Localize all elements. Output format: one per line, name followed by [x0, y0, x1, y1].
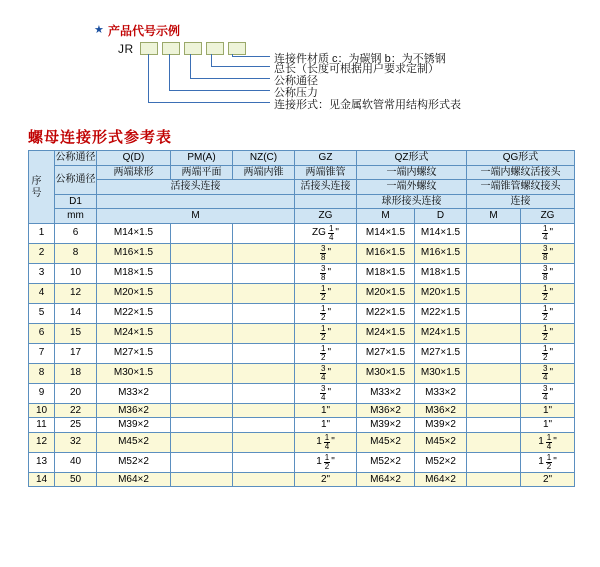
cell-qz-m: M16×1.5: [357, 243, 415, 263]
cell-qg-m: [467, 283, 521, 303]
cell-seq: 3: [29, 263, 55, 283]
cell-qz-m: M18×1.5: [357, 263, 415, 283]
cell-seq: 8: [29, 363, 55, 383]
header-row-d1: [29, 194, 575, 209]
legend-label-connection: 连接形式：见金属软管常用结构形式表: [274, 99, 461, 111]
cell-qg-zg: $\frac{1}{2}$ ": [521, 343, 575, 363]
cell-nz: [233, 303, 295, 323]
cell-seq: 13: [29, 452, 55, 472]
cell-pm: [171, 223, 233, 243]
star-icon: ★: [94, 24, 104, 36]
cell-seq: 10: [29, 403, 55, 418]
leader-v-2: [169, 54, 170, 90]
header-merge-1: 活接头连接: [97, 180, 295, 195]
header-qz-thread-m: M: [357, 209, 415, 224]
cell-qg-m: [467, 403, 521, 418]
table-row: [29, 472, 575, 487]
code-boxes: [140, 42, 246, 55]
code-box-1: [140, 42, 158, 55]
cell-qz-m: M30×1.5: [357, 363, 415, 383]
leader-h-4: [169, 90, 270, 91]
cell-qz-m: M39×2: [357, 418, 415, 433]
table-row: [29, 263, 575, 283]
cell-qg-zg: 1 $\frac{1}{4}$ ": [521, 432, 575, 452]
table-row: [29, 383, 575, 403]
header-group-q-code: Q(D): [97, 151, 171, 166]
legend-label-length: 总长（长度可根据用户要求定制）: [274, 63, 439, 75]
cell-qg-m: [467, 472, 521, 487]
cell-pm: [171, 363, 233, 383]
cell-nz: [233, 263, 295, 283]
legend-label-material: 连接件材质 c：为碳钢 b：为不锈钢: [274, 53, 446, 65]
code-prefix: JR: [118, 42, 134, 56]
cell-nz: [233, 452, 295, 472]
cell-qg-m: [467, 432, 521, 452]
cell-dn: 50: [55, 472, 97, 487]
cell-dn: 10: [55, 263, 97, 283]
leader-h-5: [148, 102, 270, 103]
cell-gz: $\frac{3}{8}$ ": [295, 243, 357, 263]
cell-gz: $\frac{3}{4}$ ": [295, 363, 357, 383]
cell-pm: [171, 343, 233, 363]
cell-qg-m: [467, 343, 521, 363]
header-dn-cn: 公称通径: [55, 165, 97, 194]
cell-nz: [233, 432, 295, 452]
cell-qz-d: M27×1.5: [415, 343, 467, 363]
cell-gz: $\frac{1}{2}$ ": [295, 303, 357, 323]
cell-q: M30×1.5: [97, 363, 171, 383]
cell-seq: 2: [29, 243, 55, 263]
header-gz-cn: 两端锥管: [295, 165, 357, 180]
header-blank-2: [295, 194, 357, 209]
leader-v-4: [211, 54, 212, 66]
cell-nz: [233, 363, 295, 383]
header-row-desc: [29, 165, 575, 180]
table-row: [29, 418, 575, 433]
header-nz-cn: 两端内锥: [233, 165, 295, 180]
cell-q: M20×1.5: [97, 283, 171, 303]
leader-h-1: [232, 56, 270, 57]
cell-q: M52×2: [97, 452, 171, 472]
cell-qg-zg: 1": [521, 418, 575, 433]
cell-qz-m: M52×2: [357, 452, 415, 472]
header-qg-cn2: 一端锥管螺纹接头: [467, 180, 575, 195]
cell-qg-zg: $\frac{3}{8}$ ": [521, 263, 575, 283]
header-thread-zg: ZG: [295, 209, 357, 224]
header-qg-thread-m: M: [467, 209, 521, 224]
cell-qg-zg: $\frac{1}{2}$ ": [521, 303, 575, 323]
header-q-cn: 两端球形: [97, 165, 171, 180]
cell-seq: 9: [29, 383, 55, 403]
cell-qg-zg: $\frac{1}{2}$ ": [521, 323, 575, 343]
cell-q: M36×2: [97, 403, 171, 418]
cell-qg-m: [467, 263, 521, 283]
cell-pm: [171, 472, 233, 487]
cell-gz: $\frac{1}{2}$ ": [295, 343, 357, 363]
cell-q: M45×2: [97, 432, 171, 452]
cell-qg-zg: 1": [521, 403, 575, 418]
header-merge-3: 球形接头连接: [357, 194, 467, 209]
cell-seq: 6: [29, 323, 55, 343]
cell-qz-m: M64×2: [357, 472, 415, 487]
code-box-4: [206, 42, 224, 55]
cell-pm: [171, 452, 233, 472]
header-blank-1: [97, 194, 295, 209]
header-seq: 序号: [29, 151, 55, 224]
leader-v-3: [190, 54, 191, 78]
header-group-qz-code: QZ形式: [357, 151, 467, 166]
cell-qg-m: [467, 418, 521, 433]
product-code-legend: [0, 0, 600, 118]
cell-dn: 8: [55, 243, 97, 263]
header-row-units: [29, 209, 575, 224]
cell-qz-m: M20×1.5: [357, 283, 415, 303]
cell-pm: [171, 263, 233, 283]
cell-pm: [171, 303, 233, 323]
header-group-qg-code: QG形式: [467, 151, 575, 166]
cell-pm: [171, 403, 233, 418]
cell-seq: 11: [29, 418, 55, 433]
header-group-nz-code: NZ(C): [233, 151, 295, 166]
cell-pm: [171, 243, 233, 263]
cell-nz: [233, 418, 295, 433]
cell-nz: [233, 403, 295, 418]
cell-gz: 2": [295, 472, 357, 487]
cell-qz-m: M22×1.5: [357, 303, 415, 323]
cell-dn: 15: [55, 323, 97, 343]
leader-h-3: [190, 78, 270, 79]
header-qz-cn2: 一端外螺纹: [357, 180, 467, 195]
cell-q: M14×1.5: [97, 223, 171, 243]
table-row: [29, 452, 575, 472]
cell-qg-m: [467, 452, 521, 472]
cell-qz-m: M36×2: [357, 403, 415, 418]
cell-gz: 1": [295, 418, 357, 433]
cell-qg-m: [467, 303, 521, 323]
table-row: [29, 243, 575, 263]
cell-seq: 12: [29, 432, 55, 452]
cell-qz-d: M20×1.5: [415, 283, 467, 303]
table-row: [29, 432, 575, 452]
cell-dn: 32: [55, 432, 97, 452]
table-row: [29, 363, 575, 383]
cell-nz: [233, 243, 295, 263]
cell-dn: 6: [55, 223, 97, 243]
code-box-2: [162, 42, 180, 55]
cell-qg-m: [467, 383, 521, 403]
cell-q: M33×2: [97, 383, 171, 403]
cell-dn: 18: [55, 363, 97, 383]
cell-gz: 1 $\frac{1}{2}$ ": [295, 452, 357, 472]
cell-qz-d: M64×2: [415, 472, 467, 487]
cell-dn: 20: [55, 383, 97, 403]
cell-gz: $\frac{1}{2}$ ": [295, 323, 357, 343]
code-box-5: [228, 42, 246, 55]
cell-pm: [171, 283, 233, 303]
cell-seq: 14: [29, 472, 55, 487]
header-qg-cn1: 一端内螺纹活接头: [467, 165, 575, 180]
table-row: [29, 323, 575, 343]
header-dn-sub: D1: [55, 194, 97, 209]
header-dn-label: 公称通径: [55, 152, 96, 163]
cell-pm: [171, 418, 233, 433]
header-group-pm-code: PM(A): [171, 151, 233, 166]
cell-dn: 22: [55, 403, 97, 418]
header-row-codes: [29, 151, 575, 166]
cell-qz-m: M33×2: [357, 383, 415, 403]
cell-dn: 25: [55, 418, 97, 433]
cell-qz-d: M45×2: [415, 432, 467, 452]
cell-qg-zg: $\frac{1}{2}$ ": [521, 283, 575, 303]
header-merge-2: 活接头连接: [295, 180, 357, 195]
cell-qz-d: M14×1.5: [415, 223, 467, 243]
cell-qz-d: M33×2: [415, 383, 467, 403]
cell-qg-m: [467, 223, 521, 243]
cell-qz-m: M24×1.5: [357, 323, 415, 343]
header-row-merge: [29, 180, 575, 195]
cell-gz: $\frac{3}{8}$ ": [295, 263, 357, 283]
header-qz-thread-d: D: [415, 209, 467, 224]
table-row: [29, 223, 575, 243]
cell-q: M18×1.5: [97, 263, 171, 283]
header-thread-m: M: [97, 209, 295, 224]
cell-qg-zg: $\frac{3}{4}$ ": [521, 383, 575, 403]
cell-qg-zg: $\frac{1}{4}$ ": [521, 223, 575, 243]
cell-q: M24×1.5: [97, 323, 171, 343]
header-qz-cn1: 一端内螺纹: [357, 165, 467, 180]
leader-v-1: [148, 54, 149, 102]
cell-q: M39×2: [97, 418, 171, 433]
leader-h-2: [211, 66, 270, 67]
cell-q: M27×1.5: [97, 343, 171, 363]
cell-nz: [233, 472, 295, 487]
cell-qz-d: M52×2: [415, 452, 467, 472]
cell-q: M16×1.5: [97, 243, 171, 263]
header-qg-thread-zg: ZG: [521, 209, 575, 224]
cell-dn: 14: [55, 303, 97, 323]
cell-dn: 17: [55, 343, 97, 363]
cell-seq: 7: [29, 343, 55, 363]
cell-gz: $\frac{1}{2}$ ": [295, 283, 357, 303]
cell-qg-m: [467, 323, 521, 343]
table-row: [29, 303, 575, 323]
cell-q: M22×1.5: [97, 303, 171, 323]
cell-nz: [233, 223, 295, 243]
nut-connection-table: [28, 150, 575, 487]
cell-qz-d: M30×1.5: [415, 363, 467, 383]
cell-gz: 1 $\frac{1}{4}$ ": [295, 432, 357, 452]
cell-nz: [233, 383, 295, 403]
cell-pm: [171, 323, 233, 343]
cell-pm: [171, 383, 233, 403]
cell-seq: 1: [29, 223, 55, 243]
cell-qz-m: M27×1.5: [357, 343, 415, 363]
cell-qz-d: M22×1.5: [415, 303, 467, 323]
cell-qz-m: M14×1.5: [357, 223, 415, 243]
cell-nz: [233, 343, 295, 363]
cell-seq: 4: [29, 283, 55, 303]
header-dn-unit: mm: [55, 209, 97, 224]
cell-qg-zg: 2": [521, 472, 575, 487]
cell-nz: [233, 323, 295, 343]
cell-dn: 12: [55, 283, 97, 303]
cell-seq: 5: [29, 303, 55, 323]
cell-q: M64×2: [97, 472, 171, 487]
header-pm-cn: 两端平面: [171, 165, 233, 180]
legend-title: 产品代号示例: [108, 24, 181, 38]
legend-label-dn: 公称通径: [274, 75, 318, 87]
table-row: [29, 343, 575, 363]
table-row: [29, 283, 575, 303]
table-body: [29, 223, 575, 487]
header-merge-4: 连接: [467, 194, 575, 209]
cell-qz-d: M36×2: [415, 403, 467, 418]
cell-qg-zg: $\frac{3}{4}$ ": [521, 363, 575, 383]
code-box-3: [184, 42, 202, 55]
cell-qz-d: M18×1.5: [415, 263, 467, 283]
cell-qg-zg: 1 $\frac{1}{2}$ ": [521, 452, 575, 472]
cell-qg-zg: $\frac{3}{8}$ ": [521, 243, 575, 263]
cell-qg-m: [467, 363, 521, 383]
cell-qz-d: M16×1.5: [415, 243, 467, 263]
cell-gz: $\frac{3}{4}$ ": [295, 383, 357, 403]
cell-pm: [171, 432, 233, 452]
header-group-gz-code: GZ: [295, 151, 357, 166]
cell-gz: 1": [295, 403, 357, 418]
legend-label-pn: 公称压力: [274, 87, 318, 99]
cell-qz-d: M24×1.5: [415, 323, 467, 343]
cell-dn: 40: [55, 452, 97, 472]
cell-nz: [233, 283, 295, 303]
cell-gz: ZG $\frac{1}{4}$ ": [295, 223, 357, 243]
cell-qz-m: M45×2: [357, 432, 415, 452]
table-title: 螺母连接形式参考表: [28, 129, 173, 146]
cell-qg-m: [467, 243, 521, 263]
cell-qz-d: M39×2: [415, 418, 467, 433]
table-row: [29, 403, 575, 418]
